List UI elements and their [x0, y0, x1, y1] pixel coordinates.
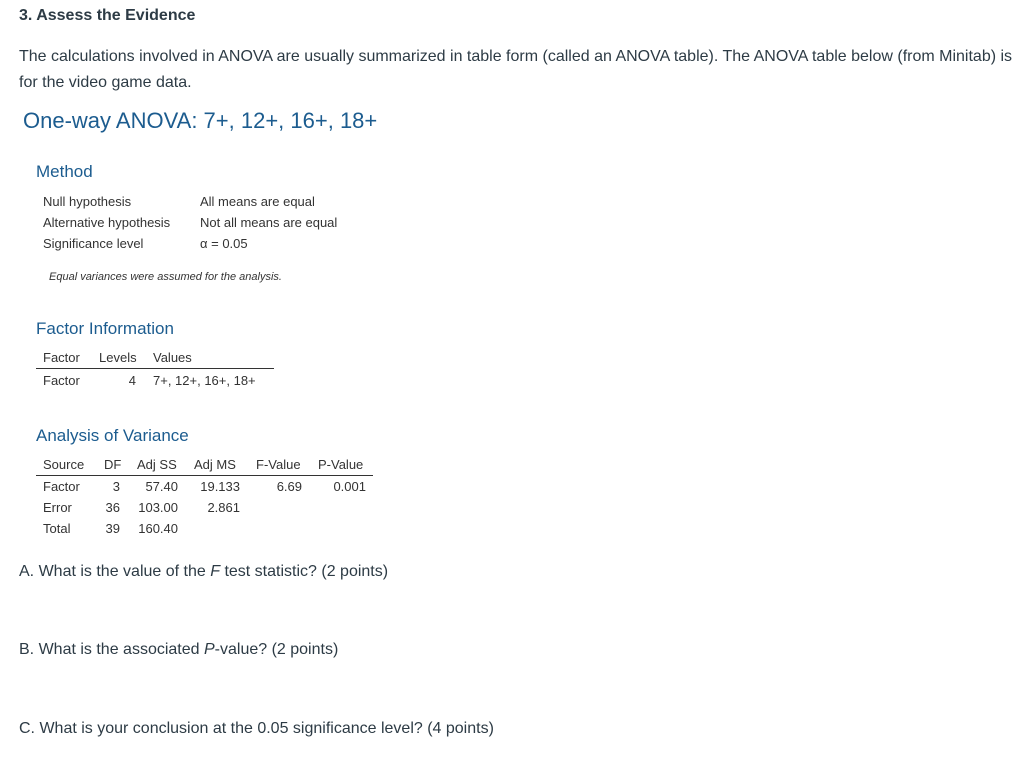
- anova-header-df: DF: [104, 457, 122, 472]
- anova-header-p-value: P-Value: [318, 457, 364, 472]
- question-a: [19, 563, 388, 581]
- question-a-variable: F: [210, 563, 220, 580]
- method-value-null: All means are equal: [200, 194, 315, 209]
- anova-header-rule: [36, 475, 373, 476]
- anova-row-total-adj-ss: 160.40: [138, 521, 178, 536]
- anova-row-factor-f-value: 6.69: [276, 479, 302, 494]
- anova-header-adj-ss: Adj SS: [137, 457, 177, 472]
- method-value-alternative: Not all means are equal: [200, 215, 338, 230]
- factor-cell-factor: Factor: [43, 373, 80, 388]
- method-label-null: Null hypothesis: [43, 194, 132, 209]
- equal-variances-note: Equal variances were assumed for the analysis.: [49, 271, 282, 283]
- factor-header-values: Values: [153, 350, 192, 365]
- factor-header-rule: [36, 368, 274, 369]
- anova-row-error-source: Error: [43, 500, 72, 515]
- anova-row-error-adj-ms: 2.861: [207, 500, 240, 515]
- anova-header-f-value: F-Value: [256, 457, 301, 472]
- factor-info-heading: Factor Information: [36, 319, 174, 338]
- question-b-variable: P: [203, 641, 215, 658]
- question-b: [19, 641, 338, 659]
- anova-row-error-df: 36: [105, 500, 120, 515]
- anova-header-source: Source: [43, 457, 85, 472]
- factor-cell-levels: 4: [128, 373, 136, 388]
- anova-row-total-source: Total: [43, 521, 71, 536]
- question-b-text-end: -value? (2 points): [214, 641, 339, 658]
- anova-heading: Analysis of Variance: [36, 426, 189, 445]
- question-b-text-start: B. What is the associated: [19, 641, 204, 658]
- question-a-text-start: A. What is the value of the: [19, 563, 211, 580]
- anova-row-factor-df: 3: [112, 479, 120, 494]
- anova-row-error-adj-ss: 103.00: [138, 500, 178, 515]
- anova-row-factor-p-value: 0.001: [333, 479, 366, 494]
- question-a-text-end: test statistic? (2 points): [220, 563, 389, 580]
- minitab-title: One-way ANOVA: 7+, 12+, 16+, 18+: [23, 108, 378, 133]
- anova-row-total-df: 39: [105, 521, 120, 536]
- section-heading: 3. Assess the Evidence: [19, 7, 196, 24]
- question-c: C. What is your conclusion at the 0.05 significance level? (4 points): [19, 720, 494, 737]
- method-label-significance: Significance level: [43, 236, 144, 251]
- method-heading: Method: [36, 162, 93, 181]
- factor-cell-values: 7+, 12+, 16+, 18+: [153, 373, 256, 388]
- factor-header-levels: Levels: [99, 350, 137, 365]
- intro-paragraph: The calculations involved in ANOVA are usually summarized in table form (called an ANOVA table). The ANOVA table below (from Minitab) is for the video game data.: [19, 48, 1013, 91]
- factor-header-factor: Factor: [43, 350, 80, 365]
- anova-header-adj-ms: Adj MS: [194, 457, 236, 472]
- method-value-significance: α = 0.05: [200, 236, 248, 251]
- anova-row-factor-adj-ss: 57.40: [145, 479, 178, 494]
- method-label-alternative: Alternative hypothesis: [43, 215, 171, 230]
- anova-row-factor-adj-ms: 19.133: [200, 479, 240, 494]
- anova-row-factor-source: Factor: [43, 479, 80, 494]
